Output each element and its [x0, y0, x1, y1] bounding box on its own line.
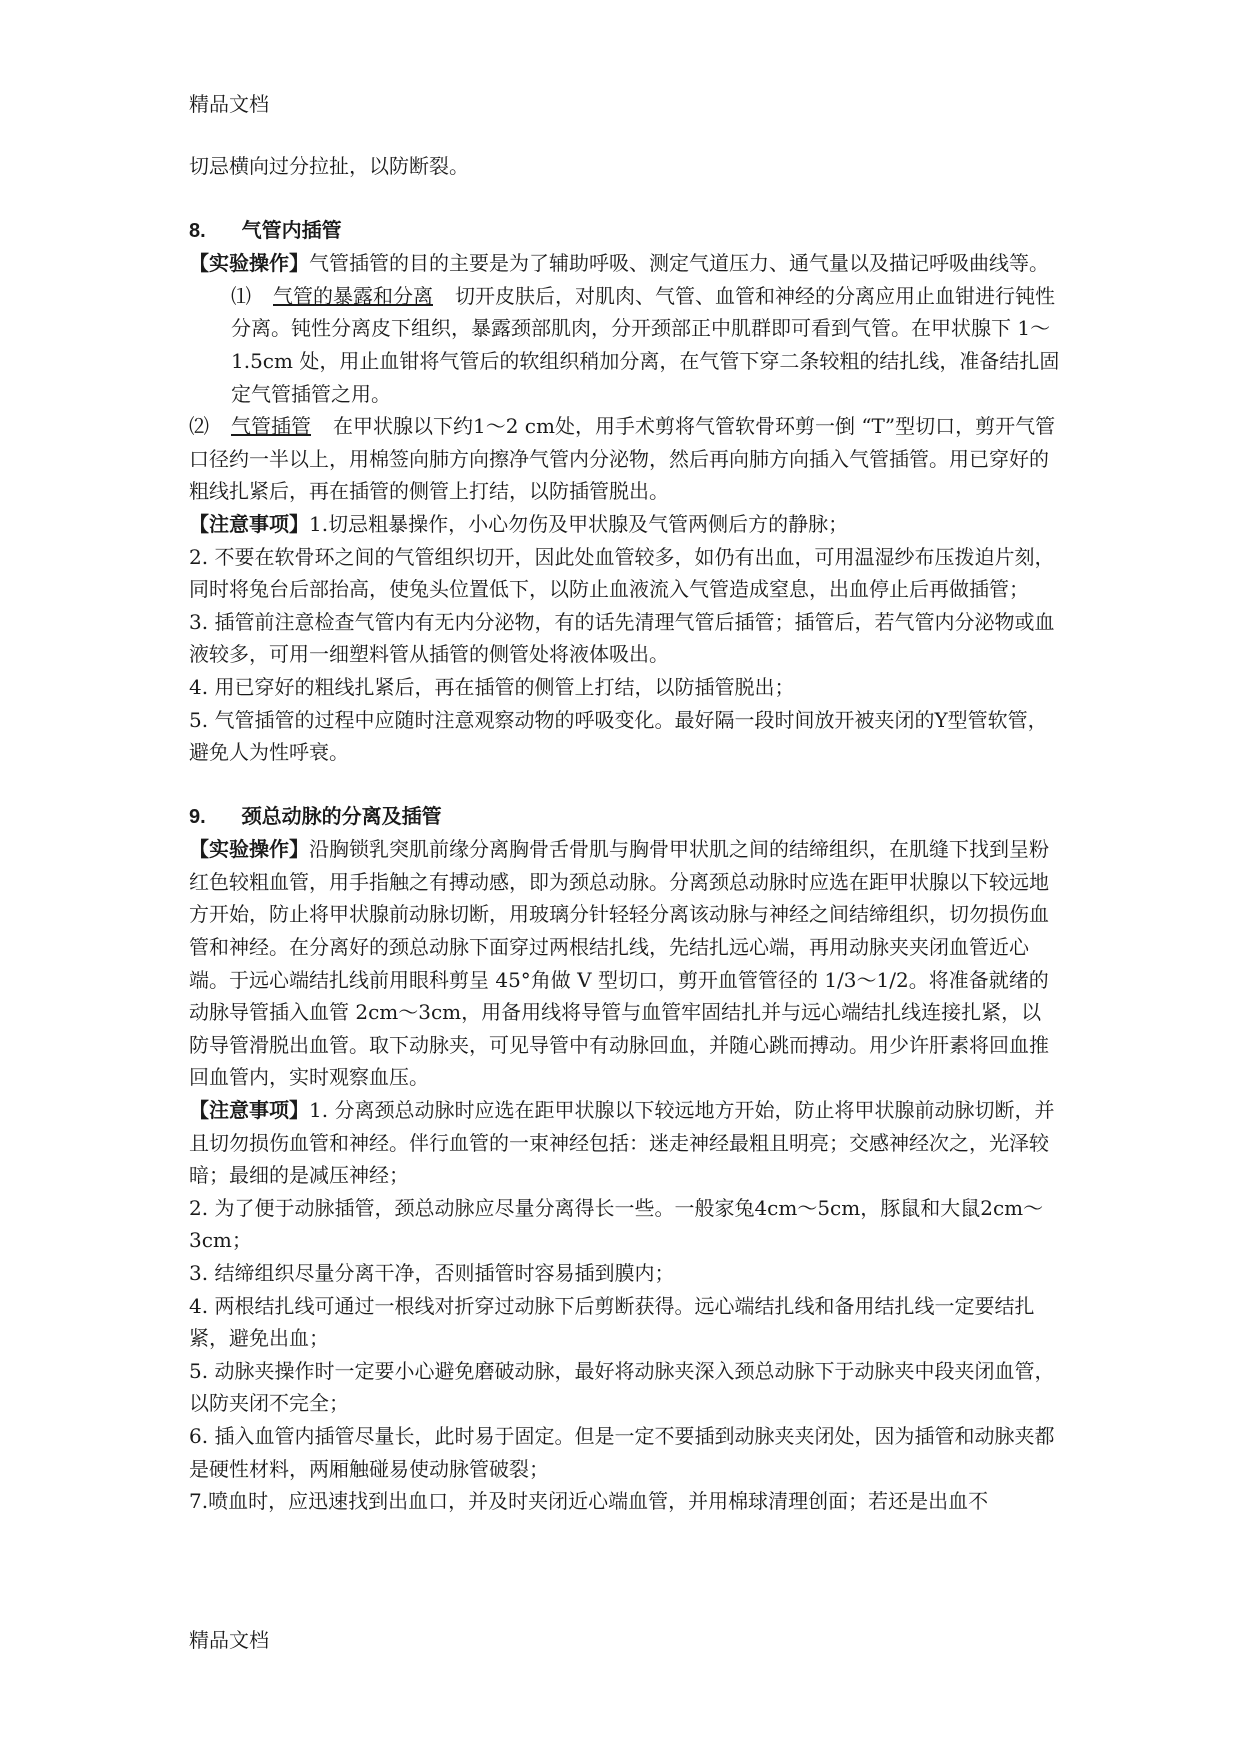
section-8-number: 8.	[189, 219, 206, 242]
document-body	[189, 150, 1061, 1518]
section-8-note-5: 5. 气管插管的过程中应随时注意观察动物的呼吸变化。最好隔一段时间放开被夹闭的Y型管软管，避免人为性呼衰。	[189, 707, 1048, 765]
step-1-title: 气管的暴露和分离	[273, 283, 433, 308]
step-2-text: 在甲状腺以下约1～2 cm处，用手术剪将气管软骨环剪一倒 “T”型切口，剪开气管口径约一半以上，用棉签向肺方向擦净气管内分泌物，然后再向肺方向插入气管插管。用已穿好的粗线扎紧后，再在插管的侧管上打结，以防插管脱出。	[189, 414, 1056, 504]
notes-label: 【注意事项】	[189, 1098, 309, 1123]
section-9-note-1	[189, 1094, 1061, 1192]
notes-label: 【注意事项】	[189, 511, 309, 536]
section-9-note-7: 7.喷血时，应迅速找到出血口，并及时夹闭近心端血管，并用棉球清理创面；若还是出血不	[189, 1489, 989, 1514]
step-2-title: 气管插管	[231, 414, 311, 439]
section-8-operation	[189, 247, 1061, 280]
note-text: 1.切忌粗暴操作，小心勿伤及甲状腺及气管两侧后方的静脉；	[309, 511, 849, 536]
step-2-number: ⑵	[189, 414, 209, 439]
page-footer: 精品文档	[189, 1628, 269, 1652]
section-9-operation	[189, 833, 1061, 1094]
section-8-step-1	[189, 280, 1061, 410]
intro-paragraph: 切忌横向过分拉扯，以防断裂。	[189, 154, 469, 178]
step-1-number: ⑴	[231, 283, 251, 308]
section-9-note-3: 3. 结缔组织尽量分离干净，否则插管时容易插到膜内；	[189, 1261, 675, 1285]
section-9-title: 颈总动脉的分离及插管	[241, 803, 442, 828]
note-text: 1. 分离颈总动脉时应选在距甲状腺以下较远地方开始，防止将甲状腺前动脉切断，并且切勿损伤血管和神经。伴行血管的一束神经包括：迷走神经最粗且明亮；交感神经次之，光泽较暗；最细的是减压神经；	[189, 1098, 1055, 1188]
operation-label: 【实验操作】	[189, 837, 309, 862]
section-8-step-2	[189, 410, 1061, 508]
section-8-title: 气管内插管	[241, 217, 342, 242]
step-1-text: 切开皮肤后，对肌肉、气管、血管和神经的分离应用止血钳进行钝性分离。钝性分离皮下组织，暴露颈部肌肉，分开颈部正中肌群即可看到气管。在甲状腺下 1～1.5cm 处，用止血钳将气管后的软组织稍加分离，在气管下穿二条较粗的结扎线，准备结扎固定气管插管之用。	[231, 283, 1060, 406]
section-8-note-1	[189, 508, 1061, 541]
section-9-heading	[189, 800, 1061, 834]
section-9-note-2: 2. 为了便于动脉插管，颈总动脉应尽量分离得长一些。一般家兔4cm～5cm，豚鼠和大鼠2cm～3cm；	[189, 1195, 1044, 1253]
section-9-number: 9.	[189, 805, 206, 828]
section-8-heading	[189, 214, 1061, 248]
operation-text: 气管插管的目的主要是为了辅助呼吸、测定气道压力、通气量以及描记呼吸曲线等。	[309, 251, 1049, 276]
section-9-note-4: 4. 两根结扎线可通过一根线对折穿过动脉下后剪断获得。远心端结扎线和备用结扎线一定要结扎紧，避免出血；	[189, 1293, 1035, 1351]
operation-label: 【实验操作】	[189, 251, 309, 276]
section-9-note-6: 6. 插入血管内插管尽量长，此时易于固定。但是一定不要插到动脉夹夹闭处，因为插管和动脉夹都是硬性材料，两厢触碰易使动脉管破裂；	[189, 1423, 1055, 1481]
operation-text: 沿胸锁乳突肌前缘分离胸骨舌骨肌与胸骨甲状肌之间的结缔组织，在肌缝下找到呈粉红色较粗血管，用手指触之有搏动感，即为颈总动脉。分离颈总动脉时应选在距甲状腺以下较远地方开始，防止将甲状腺前动脉切断，用玻璃分针轻轻分离该动脉与神经之间结缔组织，切勿损伤血管和神经。在分离好的颈总动脉下面穿过两根结扎线，先结扎远心端，再用动脉夹夹闭血管近心端。于远心端结扎线前用眼科剪呈 45°角做 V 型切口，剪开血管管径的 1/3～1/2。将准备就绪的动脉导管插入血管 2cm～3cm，用备用线将导管与血管牢固结扎并与远心端结扎线连接扎紧，以防导管滑脱出血管。取下动脉夹，可见导管中有动脉回血，并随心跳而搏动。用少许肝素将回血推回血管内，实时观察血压。	[189, 837, 1049, 1090]
section-8-note-2: 2. 不要在软骨环之间的气管组织切开，因此处血管较多，如仍有出血，可用温湿纱布压拨迫片刻，同时将兔台后部抬高，使兔头位置低下，以防止血液流入气管造成窒息，出血停止后再做插管；	[189, 544, 1055, 602]
page-header: 精品文档	[189, 92, 269, 116]
section-8-note-4: 4. 用已穿好的粗线扎紧后，再在插管的侧管上打结，以防插管脱出；	[189, 674, 795, 699]
section-9-note-5: 5. 动脉夹操作时一定要小心避免磨破动脉，最好将动脉夹深入颈总动脉下于动脉夹中段夹闭血管，以防夹闭不完全；	[189, 1358, 1055, 1416]
section-8-note-3: 3. 插管前注意检查气管内有无内分泌物，有的话先清理气管后插管；插管后，若气管内分泌物或血液较多，可用一细塑料管从插管的侧管处将液体吸出。	[189, 609, 1055, 667]
